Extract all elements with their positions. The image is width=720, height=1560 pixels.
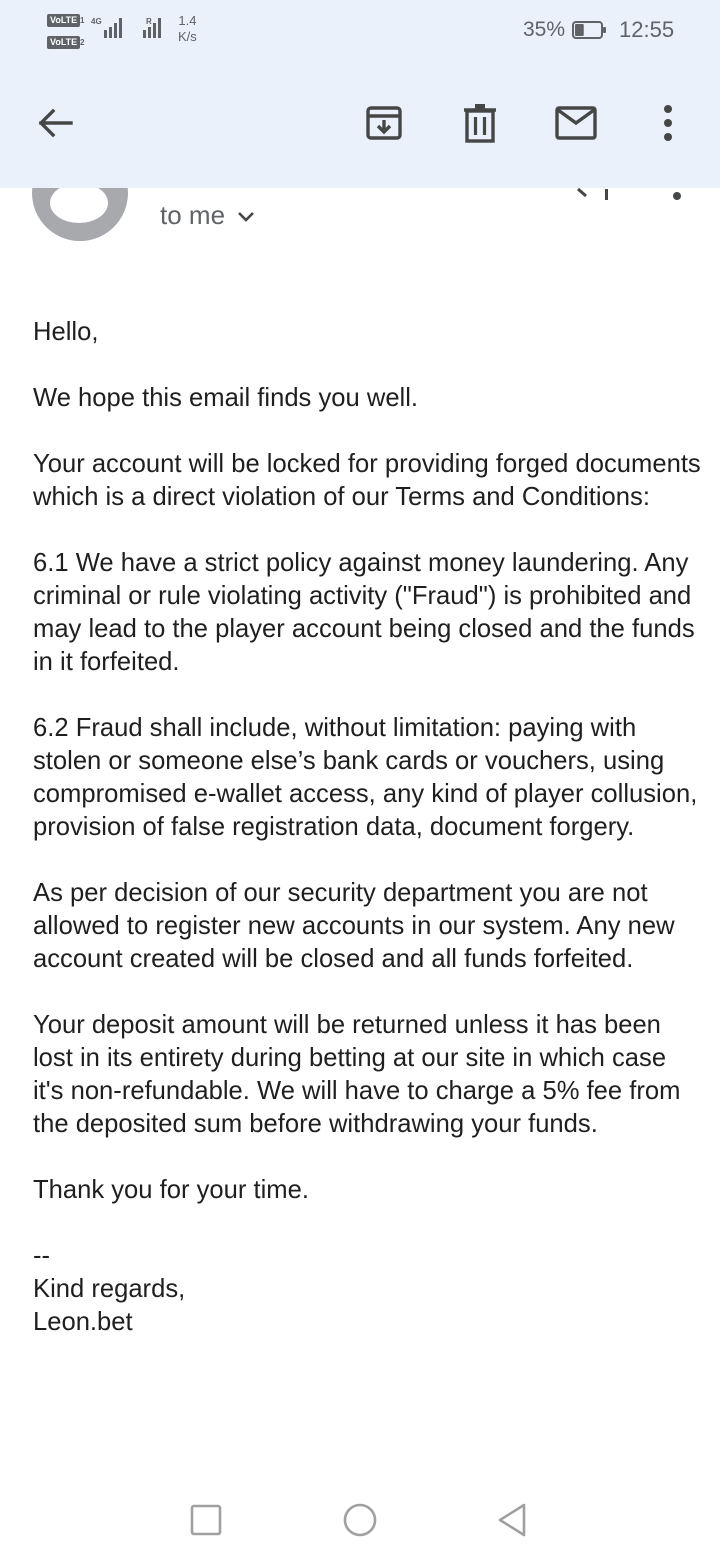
roaming-label: R <box>146 17 152 26</box>
back-button[interactable] <box>27 95 83 151</box>
network-type-label: 4G <box>91 17 102 26</box>
recipient-toggle[interactable] <box>160 200 255 231</box>
battery-percent: 35% <box>522 18 565 41</box>
square-icon <box>190 1504 222 1536</box>
signal-strength-icon <box>104 16 126 40</box>
app-toolbar <box>0 62 720 188</box>
signature-regards: Kind regards, <box>33 1275 186 1303</box>
email-paragraph-3: 6.1 We have a strict policy against money laundering. Any criminal or rule violating activity ("Fraud") is prohibited and may lead to the player account being closed and the funds in it forfeited. <box>33 549 695 676</box>
mark-unread-icon <box>555 106 597 140</box>
system-navigation-bar <box>0 1480 720 1560</box>
email-paragraph-6: Your deposit amount will be returned unless it has been lost in its entirety during betting at our site in which case it's non-refundable. We will have to charge a 5% fee from the deposited sum before withdrawing your funds. <box>33 1011 681 1138</box>
signature-separator: -- <box>33 1242 51 1270</box>
avatar-silhouette <box>50 183 108 223</box>
recipient-label: to me <box>160 200 226 230</box>
email-paragraph-4: 6.2 Fraud shall include, without limitation: paying with stolen or someone else’s bank cards or vouchers, using compromised e-wallet access, any kind of player collusion, provision of false registration data, document forgery. <box>33 714 698 841</box>
circle-icon <box>342 1502 378 1538</box>
triangle-back-icon <box>496 1502 528 1538</box>
archive-icon <box>365 104 403 142</box>
delete-button[interactable] <box>452 95 508 151</box>
signature-name: Leon.bet <box>33 1308 133 1336</box>
email-paragraph-1: We hope this email finds you well. <box>33 384 419 412</box>
email-greeting: Hello, <box>33 318 99 346</box>
status-bar <box>0 0 720 62</box>
email-paragraph-2: Your account will be locked for providing forged documents which is a direct violation of our Terms and Conditions: <box>33 450 701 511</box>
mark-unread-button[interactable] <box>548 95 604 151</box>
message-more-icon[interactable] <box>672 190 682 202</box>
back-nav-button[interactable] <box>492 1500 532 1540</box>
more-options-button[interactable] <box>640 95 696 151</box>
clock: 12:55 <box>619 17 675 42</box>
recents-button[interactable] <box>186 1500 226 1540</box>
volte-sim1-indicator <box>47 14 97 28</box>
sim-slot-label: 2 <box>80 38 85 47</box>
email-paragraph-5: As per decision of our security department you are not allowed to register new accounts in our system. Any new account created will be closed and all funds forfeited. <box>33 879 675 973</box>
volte-badge: VoLTE <box>47 14 80 27</box>
top-bar <box>0 0 720 188</box>
reply-icon[interactable] <box>576 186 616 200</box>
network-speed-unit: K/s <box>178 29 197 44</box>
signal-strength-icon <box>143 16 165 40</box>
email-body <box>33 316 703 1339</box>
sim-slot-label: 1 <box>80 16 85 25</box>
chevron-down-icon <box>237 211 255 223</box>
volte-sim2-indicator <box>47 36 97 50</box>
network-speed-value: 1.4 <box>178 13 197 28</box>
home-button[interactable] <box>340 1500 380 1540</box>
archive-button[interactable] <box>356 95 412 151</box>
volte-badge: VoLTE <box>47 36 80 49</box>
battery-icon <box>572 21 606 39</box>
delete-icon <box>463 103 497 143</box>
more-vert-icon <box>663 105 673 141</box>
email-paragraph-7: Thank you for your time. <box>33 1176 309 1204</box>
network-speed <box>178 13 197 45</box>
back-arrow-icon <box>37 108 73 138</box>
